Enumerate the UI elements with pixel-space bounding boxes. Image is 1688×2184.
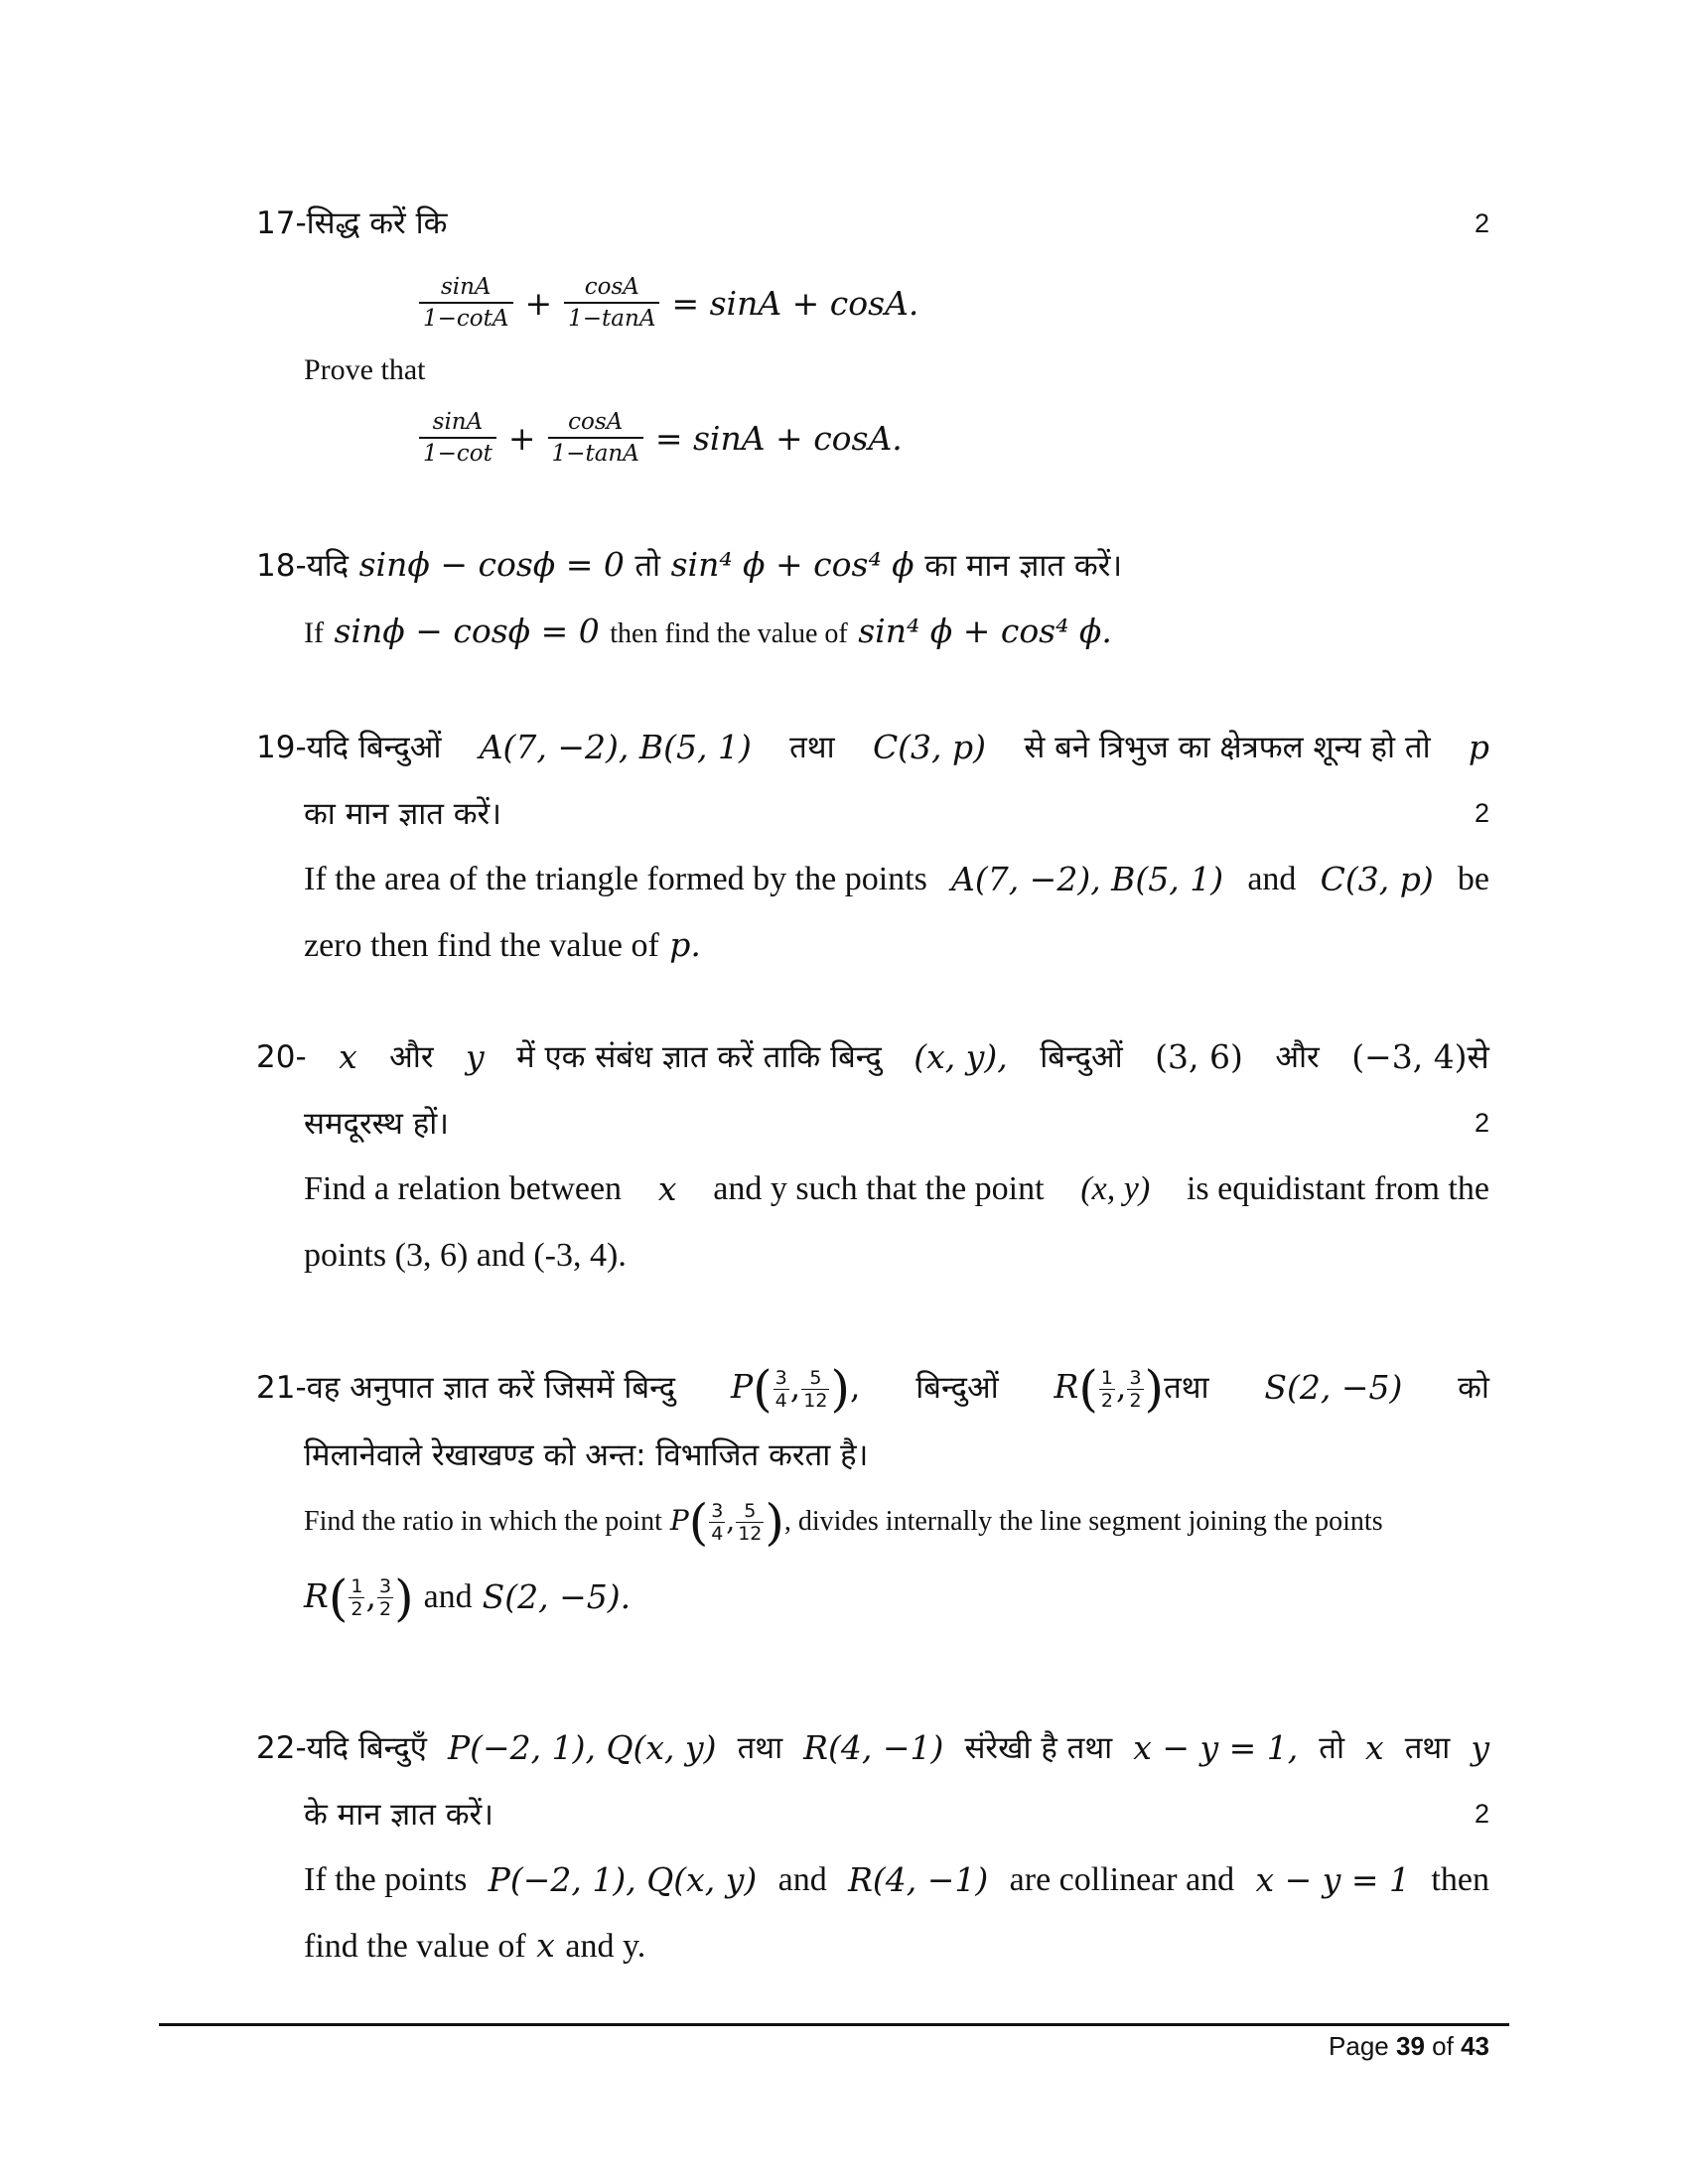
question-18: 18-यदि sinϕ − cosϕ = 0 तो sin⁴ ϕ + cos⁴ ϕ का मान ज्ञात करें। If sinϕ − cosϕ = 0 then find the value of sin⁴ ϕ + cos⁴ ϕ. (256, 545, 1123, 650)
page-number: Page 39 of 43 (1329, 2031, 1489, 2061)
question-17 (256, 191, 1489, 480)
question-20: 20- x और y में एक संबंध ज्ञात करें ताकि बिन्दु (x, y), बिन्दुओं (3, 6) और (−3, 4)से समदूरस्थ हों। 2 Find a relation between x and y such that the point (x, y) is equidistant from the points (3, 6) and (-3, 4). (256, 1037, 1489, 1274)
q17-eq1-fraction-1: $\frac{\sin A}{1-\cot A}$ (419, 272, 513, 334)
q17-english-label: Prove that (304, 353, 426, 386)
q17-marks: 2 (1474, 208, 1489, 238)
q21-point-r: R( $\frac{1}{2}$ , $\frac{3}{2}$ )तथा (1054, 1360, 1209, 1418)
q17-eq2-fraction-2: $\frac{\cos A}{1-\tan A}$ (548, 407, 643, 469)
q21-en-point-r: R( $\frac{1}{2}$ , $\frac{3}{2}$ ) (304, 1569, 414, 1627)
q21-en-point-p: P( $\frac{3}{4}$ , $\frac{5}{12}$ ) (669, 1493, 784, 1552)
q20-marks: 2 (1474, 1108, 1489, 1138)
question-22: 22-यदि बिन्दुएँ P(−2, 1), Q(x, y) तथा R(4, −1) संरेखी है तथा x − y = 1, तो x तथा y के मान ज्ञात करें। 2 If the points P(−2, 1), Q(x, y) and R(4, −1) are collinear and x − y = 1 then find the value of x and y. (256, 1728, 1489, 1965)
footer-divider (159, 2023, 1509, 2026)
q19-marks: 2 (1474, 798, 1489, 828)
q17-hindi-label: 17-सिद्ध करें कि (256, 205, 448, 241)
q17-eq1-fraction-2: $\frac{\cos A}{1-\tan A}$ (564, 272, 659, 334)
question-21: 21-वह अनुपात ज्ञात करें जिसमें बिन्दु P( $\frac{3}{4}$ , $\frac{5}{12}$ ), बिन्दुओं R( $\frac{1}{2}$ , $\frac{3}{2}$ )तथा S(2, −5) को मिलानेवाले रेखाखण्ड को अन्त: विभाजित करता है। Find the ratio in which the point P( $\frac{3}{4}$ , $\frac{5}{12}$ ) , divides internally the line segment joining the points R( $\frac{1}{2}$ , $\frac{3}{2}$ ) and S(2, −5). (256, 1354, 1489, 1631)
q17-equation-2: $\frac{\sin A}{1-\cot}$ + $\frac{\cos A}{1-\tan A}$ = sinA + cosA. (256, 395, 1489, 480)
q21-point-p: P( $\frac{3}{4}$ , $\frac{5}{12}$ ), (730, 1360, 861, 1418)
q22-marks: 2 (1474, 1799, 1489, 1829)
q17-eq2-fraction-1: $\frac{\sin A}{1-\cot}$ (419, 407, 496, 469)
q17-equation-1: $\frac{\sin A}{1-\cot A}$ + $\frac{\cos A}{1-\tan A}$ = sinA + cosA. (256, 260, 1489, 345)
question-19: 19-यदि बिन्दुओं A(7, −2), B(5, 1) तथा C(3, p) से बने त्रिभुज का क्षेत्रफल शून्य हो तो p का मान ज्ञात करें। 2 If the area of the triangle formed by the points A(7, −2), B(5, 1) and C(3, p) be zero then find the value of p. (256, 728, 1489, 964)
